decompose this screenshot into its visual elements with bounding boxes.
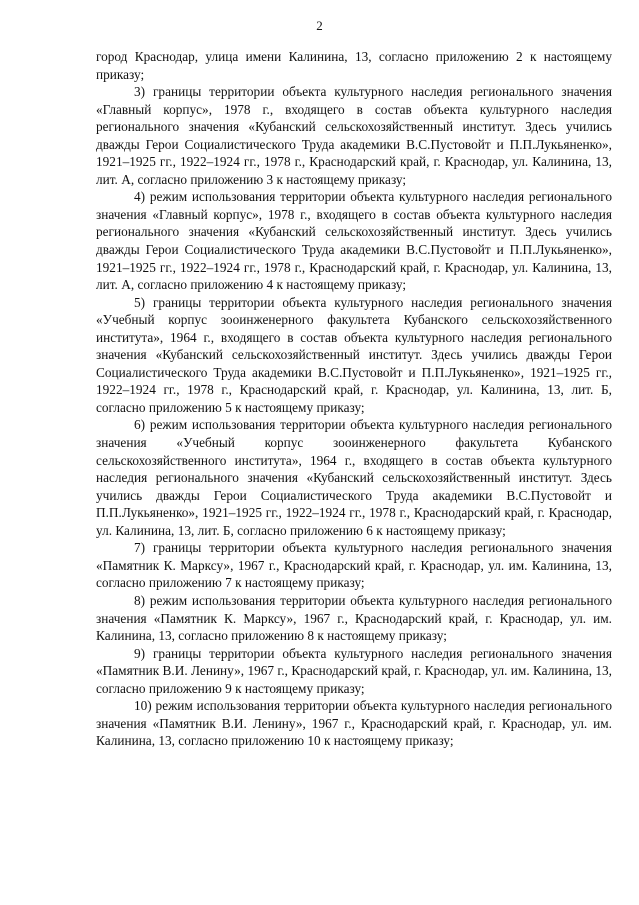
page-number: 2 [316,18,323,33]
paragraph-item-4: 4) режим использования территории объекта культурного наследия регионального значения «Главный корпус», 1978 г., входящего в состав объекта культурного наследия регионального значения «Кубанский сельскохозяйственный институт. Здесь учились дважды Герои Социалистического Труда академики В.С.Пустовойт и П.П.Лукьяненко», 1921–1925 гг., 1922–1924 гг., 1978 г., Краснодарский край, г. Краснодар, ул. Калинина, 13, лит. А, согласно приложению 4 к настоящему приказу; [96,189,612,293]
paragraph-item-7: 7) границы территории объекта культурного наследия регионального значения «Памятник К. Марксу», 1967 г., Краснодарский край, г. Краснодар, ул. им. Калинина, 13, согласно приложению 7 к настоящему приказу; [96,540,612,591]
paragraph-item-8: 8) режим использования территории объекта культурного наследия регионального значения «Памятник К. Марксу», 1967 г., Краснодарский край, г. Краснодар, ул. им. Калинина, 13, согласно приложению 8 к настоящему приказу; [96,592,612,644]
document-body [96,48,612,750]
paragraph-item-3: 3) границы территории объекта культурного наследия регионального значения «Главный корпус», 1978 г., входящего в состав объекта культурного наследия регионального значения «Кубанский сельскохозяйственный институт. Здесь учились дважды Герои Социалистического Труда академики В.С.Пустовойт и П.П.Лукьяненко», 1921–1925 гг., 1922–1924 гг., 1978 г., Краснодарский край, г. Краснодар, ул. Калинина, 13, лит. А, согласно приложению 3 к настоящему приказу; [96,84,612,187]
paragraph-continuation: город Краснодар, улица имени Калинина, 13, согласно приложению 2 к настоящему приказу; [96,49,612,82]
paragraph-item-10: 10) режим использования территории объекта культурного наследия регионального значения «Памятник В.И. Ленину», 1967 г., Краснодарский край, г. Краснодар, ул. им. Калинина, 13, согласно приложению 10 к настоящему приказу; [96,698,612,749]
paragraph-item-9: 9) границы территории объекта культурного наследия регионального значения «Памятник В.И. Ленину», 1967 г., Краснодарский край, г. Краснодар, ул. им. Калинина, 13, согласно приложению 9 к настоящему приказу; [96,645,612,696]
paragraph-item-6: 6) режим использования территории объекта культурного наследия регионального значения «Учебный корпус зооинженерного факультета Кубанского сельскохозяйственного института», 1964 г., входящего в состав объекта культурного наследия регионального значения «Кубанский сельскохозяйственный институт. Здесь учились дважды Герои Социалистического Труда академики В.С.Пустовойт и П.П.Лукьяненко», 1921–1925 гг., 1922–1924 гг., 1978 г., Краснодарский край, г. Краснодар, ул. Калинина, 13, лит. Б, согласно приложению 6 к настоящему приказу; [96,417,612,538]
paragraph-item-5: 5) границы территории объекта культурного наследия регионального значения «Учебный корпус зооинженерного факультета Кубанского сельскохозяйственного института», 1964 г., входящего в состав объекта культурного наследия регионального значения «Кубанский сельскохозяйственный институт. Здесь учились дважды Герои Социалистического Труда академики В.С.Пустовойт и П.П.Лукьяненко», 1921–1925 гг., 1922–1924 гг., 1978 г., Краснодарский край, г. Краснодар, ул. Калинина, 13, лит. Б, согласно приложению 5 к настоящему приказу; [96,294,612,415]
